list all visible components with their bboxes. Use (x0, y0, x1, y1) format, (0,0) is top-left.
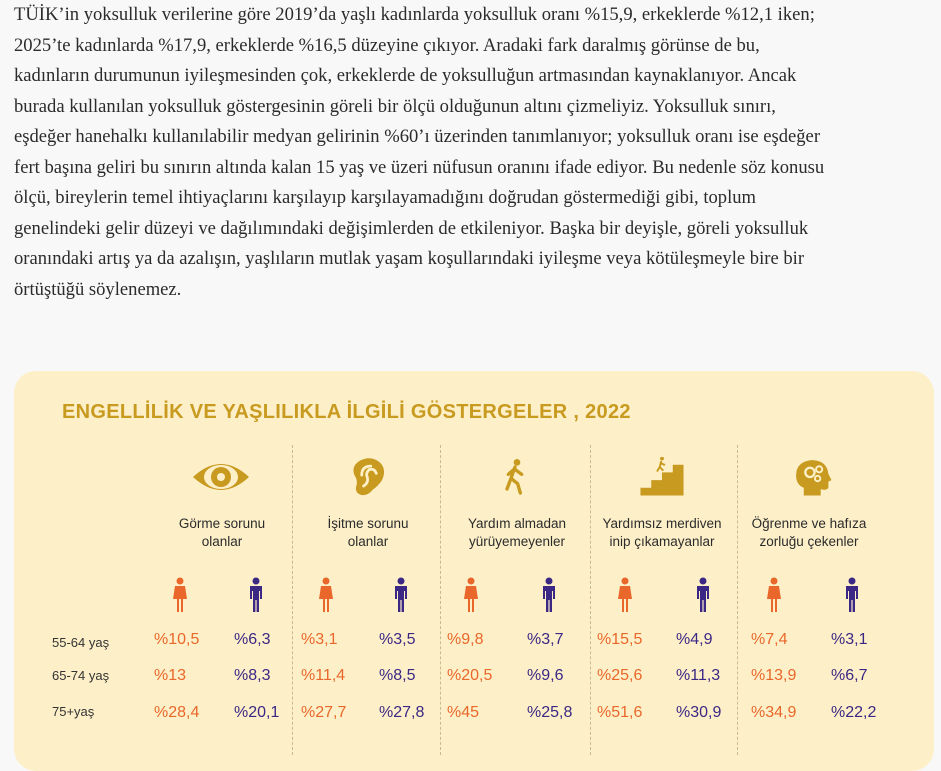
column-label-line: zorluğu çekenler (759, 534, 859, 549)
stairs-climbing-icon (632, 457, 692, 497)
female-value: %20,5 (447, 667, 493, 684)
female-value: %13 (154, 667, 187, 684)
article-line: fert başına geliri bu sınırın altında kalan 15 yaş ve üzeri nüfusun oranını ifade ediyor. Bu nedenle söz konusu (14, 156, 825, 178)
male-value: %11,3 (676, 667, 721, 684)
male-value: %20,1 (234, 704, 280, 721)
column-label-vision (152, 515, 292, 551)
age-label: 65-74 yaş (52, 668, 110, 683)
male-value: %6,7 (831, 667, 868, 684)
female-icon (766, 577, 782, 613)
column-label-walking (447, 515, 587, 551)
female-value: %27,7 (301, 704, 347, 721)
age-label: 55-64 yaş (52, 635, 110, 650)
article-line: TÜİK’in yoksulluk verilerine göre 2019’da yaşlı kadınlarda yoksulluk oranı %15,9, erkeklerde %12,1 iken; (14, 4, 815, 25)
male-value: %6,3 (234, 631, 271, 648)
column-divider (590, 445, 591, 755)
female-icon (318, 577, 334, 613)
column-label-stairs (592, 515, 732, 551)
column-label-learning (739, 515, 879, 551)
article-line: oranındaki artış ya da azalışın, yaşlıların mutlak yaşam koşullarındaki iyileşme veya kötüleşmeyle bire bir (14, 248, 805, 269)
male-value: %8,5 (379, 667, 416, 684)
column-label-line: olanlar (347, 534, 389, 549)
female-icon (617, 577, 633, 613)
female-value: %15,5 (597, 631, 643, 648)
column-label-line: Yardımsız merdiven (602, 516, 722, 531)
female-value: %45 (447, 704, 480, 721)
male-value: %25,8 (527, 704, 573, 721)
female-value: %28,4 (154, 704, 200, 721)
female-value: %51,6 (597, 704, 643, 721)
infographic-title: ENGELLİLİK VE YAŞLILIKLA İLGİLİ GÖSTERGELER , 2022 (62, 401, 631, 423)
male-value: %8,3 (234, 667, 271, 684)
column-label-line: İşitme sorunu (327, 516, 409, 531)
female-icon (172, 577, 188, 613)
female-value: %34,9 (751, 704, 797, 721)
column-divider (440, 445, 441, 755)
male-icon (844, 577, 860, 613)
female-value: %25,6 (597, 667, 643, 684)
article-line: genelindeki gelir düzeyi ve dağılımındaki değişimlerden de etkileniyor. Başka bir deyişle, göreli yoksulluk (14, 217, 809, 239)
female-icon (463, 577, 479, 613)
disability-aging-infographic (14, 371, 934, 771)
male-icon (695, 577, 711, 613)
age-label: 75+yaş (52, 704, 95, 719)
column-divider (292, 445, 293, 755)
article-line: eşdeğer hanehalkı kullanılabilir medyan gelirinin %60’ı üzerinden tanımlanıyor; yoksulluk oranı ise eşdeğer (14, 126, 821, 147)
male-icon (393, 577, 409, 613)
column-label-line: Görme sorunu (178, 516, 266, 531)
female-value: %11,4 (301, 667, 346, 684)
column-label-line: Öğrenme ve hafıza (751, 516, 867, 531)
male-value: %4,9 (676, 631, 713, 648)
eye-icon (191, 457, 251, 497)
column-label-line: olanlar (201, 534, 243, 549)
male-value: %22,2 (831, 704, 877, 721)
walking-person-icon (485, 457, 545, 497)
female-value: %9,8 (447, 631, 484, 648)
male-value: %9,6 (527, 667, 564, 684)
male-icon (248, 577, 264, 613)
brain-gears-icon (783, 457, 843, 497)
column-label-line: Yardım almadan (467, 516, 567, 531)
male-value: %3,1 (831, 631, 868, 648)
male-value: %3,5 (379, 631, 416, 648)
article-line: burada kullanılan yoksulluk göstergesinin göreli bir ölçü olduğunun altını çizmeliyiz. Yoksulluk sınırı, (14, 95, 776, 117)
female-value: %7,4 (751, 631, 788, 648)
male-value: %3,7 (527, 631, 564, 648)
column-label-line: inip çıkamayanlar (609, 534, 715, 549)
male-value: %30,9 (676, 704, 722, 721)
article-line: örtüştüğü söylenemez. (14, 278, 182, 300)
female-value: %10,5 (154, 631, 200, 648)
article-text (14, 0, 934, 305)
ear-icon (339, 457, 399, 497)
article-line: 2025’te kadınlarda %17,9, erkeklerde %16,5 düzeyine çıkıyor. Aradaki fark daralmış görünse de bu, (14, 34, 760, 56)
article-line: ölçü, bireylerin temel ihtiyaçlarını karşılayıp karşılayamadığını doğrudan göstermediği gibi, toplum (14, 187, 757, 208)
column-label-hearing (298, 515, 438, 551)
article-line: kadınların durumunun iyileşmesinden çok, erkeklerde de yoksulluğun artmasından kaynaklanıyor. Ancak (14, 65, 797, 86)
column-label-line: yürüyemeyenler (468, 534, 566, 549)
female-value: %3,1 (301, 631, 338, 648)
column-divider (737, 445, 738, 755)
male-icon (541, 577, 557, 613)
female-value: %13,9 (751, 667, 797, 684)
male-value: %27,8 (379, 704, 425, 721)
